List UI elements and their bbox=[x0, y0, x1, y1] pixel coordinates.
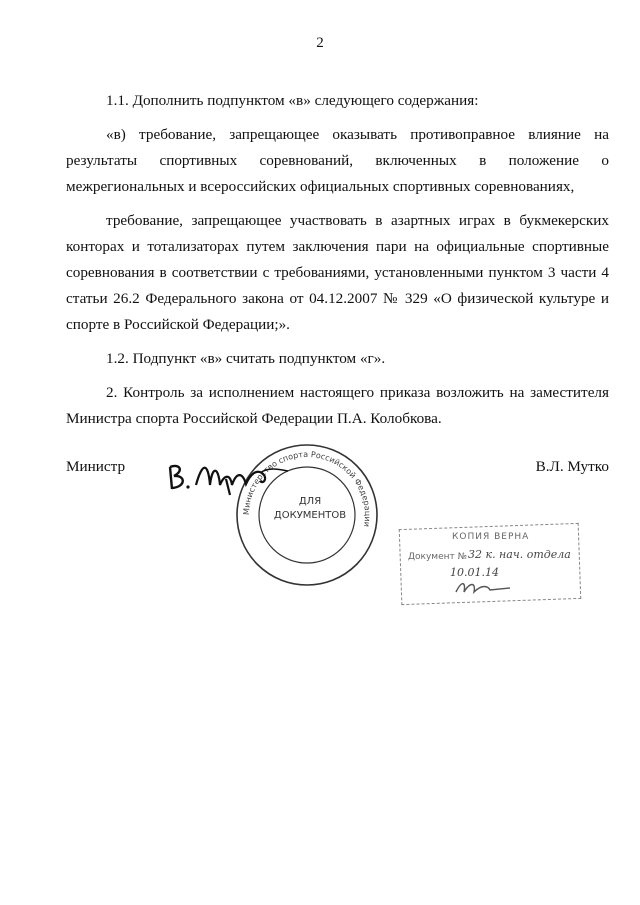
seal-ring-text: Министерство спорта Российской Федерации bbox=[241, 449, 373, 528]
seal-center-line-2: ДОКУМЕНТОВ bbox=[273, 510, 347, 521]
document-body bbox=[66, 88, 609, 440]
handwritten-signature-icon bbox=[164, 455, 294, 500]
signatory-name: В.Л. Мутко bbox=[535, 458, 609, 475]
seal-center-line-1: ДЛЯ bbox=[298, 496, 322, 507]
paragraph-1-1: 1.1. Дополнить подпунктом «в» следующего содержания: bbox=[106, 92, 479, 109]
copy-certified-stamp bbox=[400, 526, 580, 602]
signatory-title: Министр bbox=[66, 458, 126, 475]
paragraph-1-2: 1.2. Подпункт «в» считать подпунктом «г». bbox=[106, 350, 386, 367]
stamp-handwritten-2: 10.01.14 bbox=[450, 566, 499, 579]
page-number: 2 bbox=[316, 35, 324, 51]
stamp-line-2: Документ № bbox=[408, 552, 467, 562]
stamp-initials-icon bbox=[454, 578, 514, 596]
paragraph-v-item: «в) требование, запрещающее оказывать противоправное влияние на результаты спортивных соревнований, включенных в положение о межрегиональных и всероссийских официальных спортивных соревнованиях, bbox=[66, 126, 609, 195]
stamp-handwritten-1: 32 к. нач. отдела bbox=[468, 548, 571, 561]
paragraph-betting-requirement: требование, запрещающее участвовать в азартных играх в букмекерских конторах и тотализаторах путем заключения пари на официальные спортивные соревнования в соответствии с требованиями, установленными пунктом 3 части 4 статьи 26.2 Федерального закона от 04.12.2007 № 329 «О физической культуре и спорте в Российской Федерации;». bbox=[66, 212, 609, 333]
paragraph-2-control: 2. Контроль за исполнением настоящего приказа возложить на заместителя Министра спорта Российской Федерации П.А. Колобкова. bbox=[66, 384, 609, 427]
stamp-line-1: КОПИЯ ВЕРНА bbox=[452, 532, 530, 542]
